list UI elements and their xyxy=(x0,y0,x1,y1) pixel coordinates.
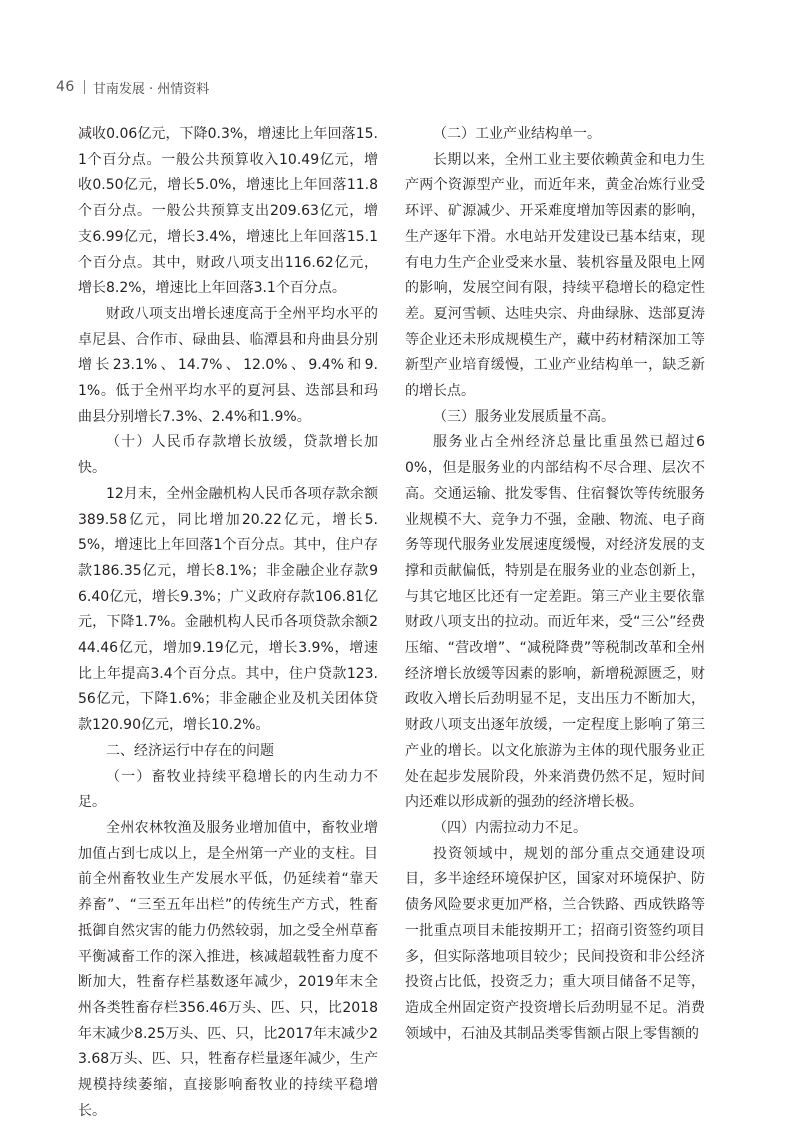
header-divider xyxy=(84,80,85,94)
paragraph-fiscal-counties: 财政八项支出增长速度高于全州平均水平的卓尼县、合作市、碌曲县、临潭县和舟曲县分别增长23.1%、14.7%、12.0%、9.4%和9.1%。低于全州平均水平的夏河县、迭部县和玛曲县分别增长7.3%、2.4%和1.9%。 xyxy=(78,305,378,425)
heading-industry: （二）工业产业结构单一。 xyxy=(433,126,601,142)
paragraph-domestic-demand: 投资领域中，规划的部分重点交通建设项目，多半途经环境保护区，国家对环境保护、防债务风险要求更加严格，兰合铁路、西成铁路等一批重点项目未能按期开工；招商引资签约项目多，但实际落地项目较少；民间投资和非公经济投资占比低，投资乏力；重大项目储备不足等，造成全州固定资产投资增长后劲明显不足。消费领域中，石油及其制品类零售额占限上零售额的 xyxy=(405,845,705,1042)
paragraph-industry: 长期以来，全州工业主要依赖黄金和电力生产两个资源型产业，而近年来，黄金冶炼行业受环评、矿源减少、开采难度增加等因素的影响，生产逐年下滑。水电站开发建设已基本结束，现有电力生产企业受来水量、装机容量及限电上网的影响，发展空间有限，持续平稳增长的稳定性差。夏河雪顿、达哇央宗、舟曲绿脉、迭部夏涛等企业还未形成规模生产，藏中药材精深加工等新型产业培育缓慢，工业产业结构单一，缺乏新的增长点。 xyxy=(405,151,705,400)
running-title: 甘南发展 · 州情资料 xyxy=(92,81,210,97)
heading-livestock: （一）畜牧业持续平稳增长的内生动力不足。 xyxy=(78,768,378,811)
paragraph-deposits-loans: 12月末，全州金融机构人民币各项存款余额389.58亿元，同比增加20.22亿元，增长5.5%，增速比上年回落1个百分点。其中，住户存款186.35亿元，增长8.1%；非金融企业存款96.40亿元，增长9.3%；广义政府存款106.81亿元，下降1.7%。金融机构人民币各项贷款余额244.46亿元，增加9.19亿元，增长3.9%，增速比上年提高3.4个百分点。其中，住户贷款123.56亿元，下降1.6%；非金融企业及机关团体贷款120.90亿元，增长10.2%。 xyxy=(78,485,378,734)
page-header xyxy=(56,76,209,98)
right-column xyxy=(405,122,705,1047)
heading-deposits-loans: （十）人民币存款增长放缓，贷款增长加快。 xyxy=(78,434,378,477)
left-column xyxy=(78,122,378,1124)
section-heading-problems: 二、经济运行中存在的问题 xyxy=(106,742,274,759)
paragraph-services: 服务业占全州经济总量比重虽然已超过60%，但是服务业的内部结构不尽合理、层次不高。交通运输、批发零售、住宿餐饮等传统服务业规模不大、竞争力不强，金融、物流、电子商务等现代服务业发展速度缓慢，对经济发展的支撑和贡献偏低，特别是在服务业的业态创新上，与其它地区比还有一定差距。第三产业主要依靠财政八项支出的拉动。而近年来，受“三公”经费压缩、“营改增”、“减税降费”等税制改革和全州经济增长放缓等因素的影响，新增税源匮乏，财政收入增长后劲明显不足，支出压力不断加大，财政八项支出逐年放缓，一定程度上影响了第三产业的增长。以文化旅游为主体的现代服务业正处在起步发展阶段，外来消费仍然不足，短时间内还难以形成新的强劲的经济增长极。 xyxy=(405,434,705,811)
heading-services: （三）服务业发展质量不高。 xyxy=(433,408,615,425)
paragraph-livestock: 全州农林牧渔及服务业增加值中，畜牧业增加值占到七成以上，是全州第一产业的支柱。目前全州畜牧业生产发展水平低，仍延续着“靠天养畜”、“三至五年出栏”的传统生产方式，牲畜抵御自然灾害的能力仍然较弱，加之受全州草畜平衡减畜工作的深入推进，核减超载牲畜力度不断加大，牲畜存栏基数逐年减少，2019年末全州各类牲畜存栏356.46万头、匹、只，比2018年末减少8.25万头、匹、只，比2017年末减少23.68万头、匹、只，牲畜存栏量逐年减少，生产规模持续萎缩，直接影响畜牧业的持续平稳增长。 xyxy=(78,819,378,1119)
paragraph-fiscal-continued: 减收0.06亿元，下降0.3%，增速比上年回落15.1个百分点。一般公共预算收入10.49亿元，增收0.50亿元，增长5.0%，增速比上年回落11.8个百分点。一般公共预算支出209.63亿元，增支6.99亿元，增长3.4%，增速比上年回落15.1个百分点。其中，财政八项支出116.62亿元，增长8.2%，增速比上年回落3.1个百分点。 xyxy=(78,126,378,297)
page-number: 46 xyxy=(56,79,75,95)
heading-domestic-demand: （四）内需拉动力不足。 xyxy=(433,819,587,836)
